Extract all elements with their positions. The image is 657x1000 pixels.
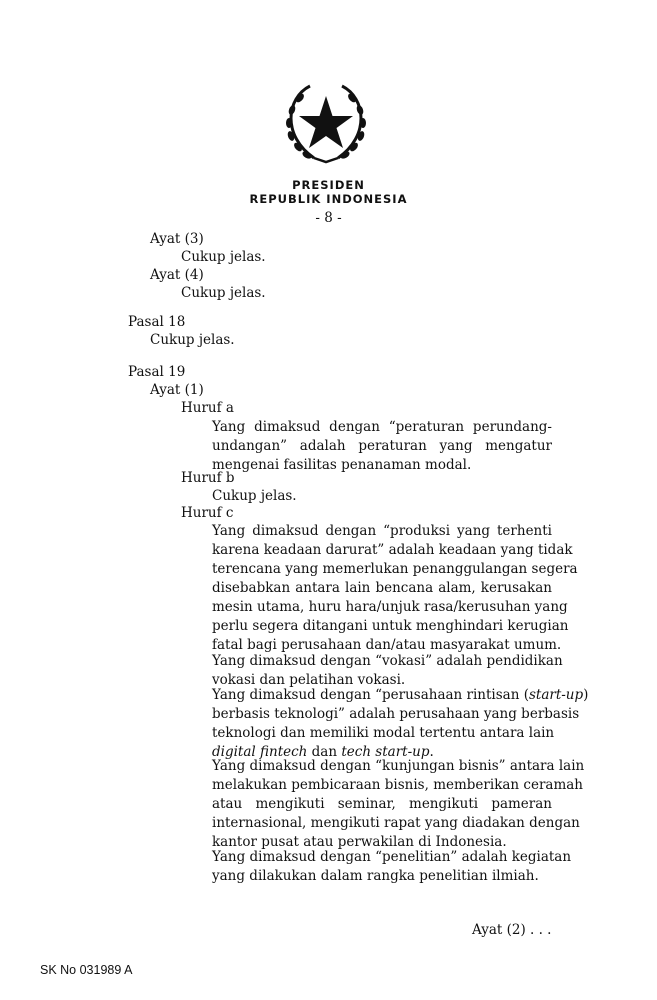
huruf-b-label: Huruf b [181, 470, 235, 486]
huruf-c-paragraph-5 [212, 848, 572, 886]
pasal18-text: Cukup jelas. [150, 332, 235, 348]
huruf-a-line: mengenai fasilitas penanaman modal. [212, 457, 472, 473]
huruf-c-p5-line: yang dilakukan dalam rangka penelitian ilmiah. [212, 868, 539, 884]
huruf-c-p1-line: Yang dimaksud dengan “produksi yang terhenti [212, 523, 552, 539]
huruf-c-p4-line: kantor pusat atau perwakilan di Indonesia. [212, 834, 507, 850]
pasal18-label: Pasal 18 [128, 314, 186, 330]
huruf-c-p4-line: melakukan pembicaraan bisnis, memberikan ceramah [212, 777, 583, 793]
huruf-c-p4-line: Yang dimaksud dengan “kunjungan bisnis” antara lain [212, 758, 585, 774]
huruf-c-label: Huruf c [181, 505, 234, 521]
ayat4-text: Cukup jelas. [181, 285, 266, 301]
sk-number: SK No 031989 A [40, 963, 133, 977]
huruf-c-paragraph-2 [212, 652, 563, 690]
huruf-a-label: Huruf a [181, 400, 234, 416]
p3-text: Yang dimaksud dengan “perusahaan rintisan ( [212, 687, 529, 703]
huruf-c-paragraph-3 [212, 686, 589, 762]
huruf-a-line: Yang dimaksud dengan “peraturan perundang- [212, 419, 552, 435]
huruf-c-p1-line: disebabkan antara lain bencana alam, kerusakan [212, 580, 552, 596]
huruf-c-p5-line: Yang dimaksud dengan “penelitian” adalah kegiatan [212, 849, 572, 865]
huruf-c-p1-line: perlu segera ditangani untuk menghindari kerugian [212, 618, 569, 634]
huruf-c-p1-line: fatal bagi perusahaan dan/atau masyarakat umum. [212, 637, 562, 653]
ayat3-text: Cukup jelas. [181, 249, 266, 265]
garuda-star-emblem-icon [280, 78, 372, 166]
p3-text: dan [307, 744, 342, 760]
huruf-c-p3-line: berbasis teknologi” adalah perusahaan yang berbasis [212, 706, 580, 722]
p3-italic-fintech: digital fintech [212, 744, 308, 760]
p3-italic-tech-startup: tech start-up [341, 744, 430, 760]
huruf-c-p1-line: terencana yang memerlukan penanggulangan segera [212, 561, 578, 577]
huruf-c-p2-line: Yang dimaksud dengan “vokasi” adalah pendidikan [212, 653, 563, 669]
huruf-a-line: undangan” adalah peraturan yang mengatur [212, 438, 552, 454]
continuation-marker: Ayat (2) . . . [472, 922, 552, 938]
huruf-c-p3-line: teknologi dan memiliki modal tertentu antara lain [212, 725, 555, 741]
header-title-line2: REPUBLIK INDONESIA [249, 192, 408, 206]
huruf-a-paragraph [212, 418, 552, 475]
huruf-c-p1-line: mesin utama, huru hara/unjuk rasa/kerusuhan yang [212, 599, 568, 615]
huruf-c-p3-line [212, 686, 589, 705]
page-number: - 8 - [315, 210, 342, 226]
huruf-c-paragraph-4 [212, 757, 585, 852]
huruf-c-paragraph-1 [212, 522, 578, 655]
huruf-c-p1-line: karena keadaan darurat” adalah keadaan yang tidak [212, 542, 573, 558]
huruf-c-p4-line: atau mengikuti seminar, mengikuti pameran [212, 796, 552, 812]
huruf-c-p4-line: internasional, mengikuti rapat yang diadakan dengan [212, 815, 580, 831]
pasal19-label: Pasal 19 [128, 364, 186, 380]
p3-text: . [429, 744, 434, 760]
pasal19-ayat1-label: Ayat (1) [150, 382, 204, 398]
huruf-c-p2-line: vokasi dan pelatihan vokasi. [212, 672, 406, 688]
huruf-b-text: Cukup jelas. [212, 488, 297, 504]
p3-text: ) [583, 687, 589, 703]
ayat3-label: Ayat (3) [150, 231, 204, 247]
ayat4-label: Ayat (4) [150, 267, 204, 283]
p3-italic-startup: start-up [528, 687, 584, 703]
header-title-line1: PRESIDEN [292, 178, 365, 192]
